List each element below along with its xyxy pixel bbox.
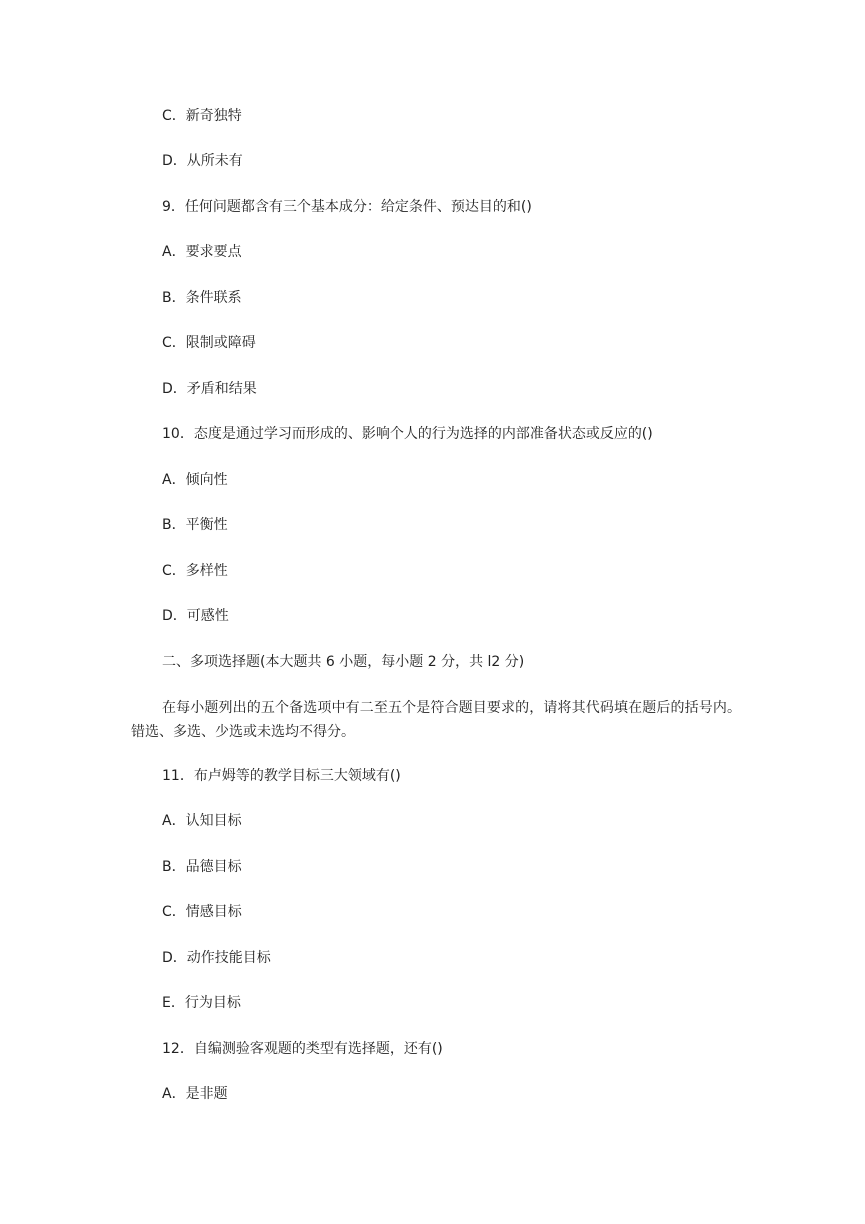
q11-option-d: D．动作技能目标 bbox=[162, 950, 271, 966]
q10-option-d: D．可感性 bbox=[162, 608, 229, 624]
q12-option-a: A．是非题 bbox=[162, 1086, 228, 1102]
section-instruction: 在每小题列出的五个备选项中有二至五个是符合题目要求的，请将其代码填在题后的括号内。错选、多选、少选或未选均不得分。 bbox=[131, 700, 741, 740]
q8-option-c: C．新奇独特 bbox=[162, 108, 242, 124]
q11-option-a: A．认知目标 bbox=[162, 813, 242, 829]
q9-option-b: B．条件联系 bbox=[162, 290, 242, 306]
q10-option-c: C．多样性 bbox=[162, 563, 228, 579]
q10-option-b: B．平衡性 bbox=[162, 517, 228, 533]
q11-option-b: B．品德目标 bbox=[162, 859, 242, 875]
q11-option-c: C．情感目标 bbox=[162, 904, 242, 920]
q9-option-c: C．限制或障碍 bbox=[162, 335, 256, 351]
question-11: 11．布卢姆等的教学目标三大领域有() bbox=[162, 768, 401, 784]
question-9: 9．任何问题都含有三个基本成分：给定条件、预达目的和() bbox=[162, 199, 532, 215]
q8-option-d: D．从所未有 bbox=[162, 153, 243, 169]
question-12: 12．自编测验客观题的类型有选择题，还有() bbox=[162, 1041, 443, 1057]
q10-option-a: A．倾向性 bbox=[162, 472, 228, 488]
q9-option-a: A．要求要点 bbox=[162, 244, 242, 260]
q9-option-d: D．矛盾和结果 bbox=[162, 381, 257, 397]
question-10: 10．态度是通过学习而形成的、影响个人的行为选择的内部准备状态或反应的() bbox=[162, 426, 653, 442]
q11-option-e: E．行为目标 bbox=[162, 995, 241, 1011]
section-heading: 二、多项选择题(本大题共 6 小题，每小题 2 分，共 l2 分) bbox=[162, 654, 525, 670]
